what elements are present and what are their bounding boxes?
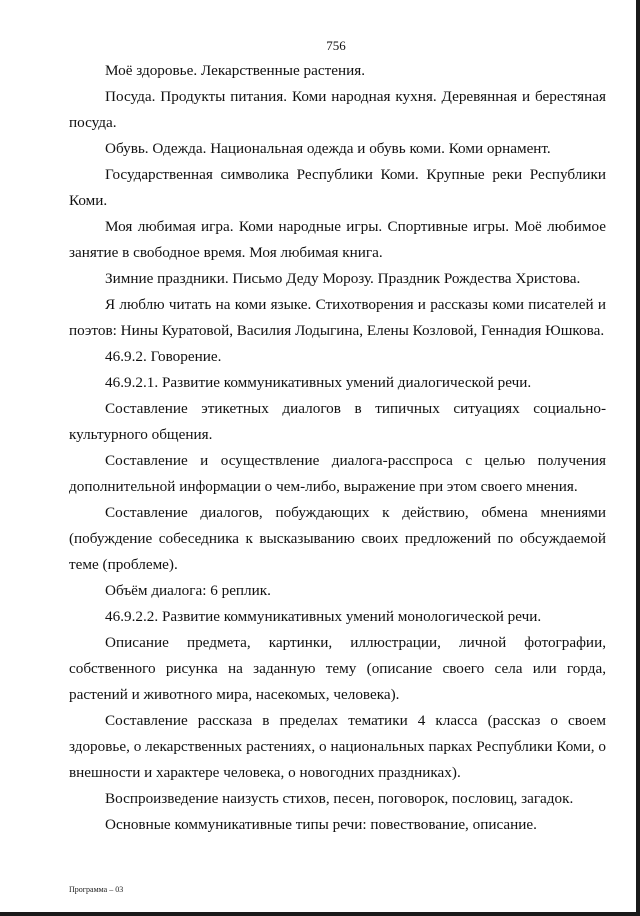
paragraph: Объём диалога: 6 реплик.: [105, 582, 271, 599]
paragraph: Зимние праздники. Письмо Деду Морозу. Праздник Рождества Христова.: [105, 270, 581, 287]
paragraph: Государственная символика Республики Коми. Крупные реки Республики Коми.: [69, 166, 606, 209]
paragraph: Моё здоровье. Лекарственные растения.: [105, 62, 366, 79]
paragraph: Составление рассказа в пределах тематики 4 класса (рассказ о своем здоровье, о лекарственных растениях, о национальных парках Республики Коми, о внешности и характере человека, о новогодних праздниках).: [69, 712, 606, 781]
page-number: 756: [326, 38, 346, 53]
paragraph: Обувь. Одежда. Национальная одежда и обувь коми. Коми орнамент.: [105, 140, 551, 157]
paragraph: Составление этикетных диалогов в типичных ситуациях социально-культурного общения.: [69, 400, 606, 443]
subsection-heading: 46.9.2.2. Развитие коммуникативных умений монологической речи.: [105, 608, 542, 625]
paragraph: Я люблю читать на коми языке. Стихотворения и рассказы коми писателей и поэтов: Нины Куратовой, Василия Лодыгина, Елены Козловой, Геннадия Юшкова.: [69, 296, 606, 339]
subsection-heading: 46.9.2.1. Развитие коммуникативных умений диалогической речи.: [105, 374, 532, 391]
footer-label: Программа – 03: [69, 885, 124, 894]
paragraph: Основные коммуникативные типы речи: повествование, описание.: [105, 816, 537, 833]
paragraph: Составление и осуществление диалога-расспроса с целью получения дополнительной информации о чем-либо, выражение при этом своего мнения.: [69, 452, 606, 495]
paragraph: Воспроизведение наизусть стихов, песен, поговорок, пословиц, загадок.: [105, 790, 574, 807]
section-heading: 46.9.2. Говорение.: [105, 348, 222, 365]
paragraph: Составление диалогов, побуждающих к действию, обмена мнениями (побуждение собеседника к высказыванию своих предложений по обсуждаемой теме (проблеме).: [69, 504, 606, 573]
paragraph: Описание предмета, картинки, иллюстрации, личной фотографии, собственного рисунка на заданную тему (описание своего села или горда, растений и животного мира, насекомых, человека).: [69, 634, 606, 703]
paragraph: Посуда. Продукты питания. Коми народная кухня. Деревянная и берестяная посуда.: [69, 88, 606, 131]
document-body: [69, 58, 606, 838]
paragraph: Моя любимая игра. Коми народные игры. Спортивные игры. Моё любимое занятие в свободное время. Моя любимая книга.: [69, 218, 606, 261]
